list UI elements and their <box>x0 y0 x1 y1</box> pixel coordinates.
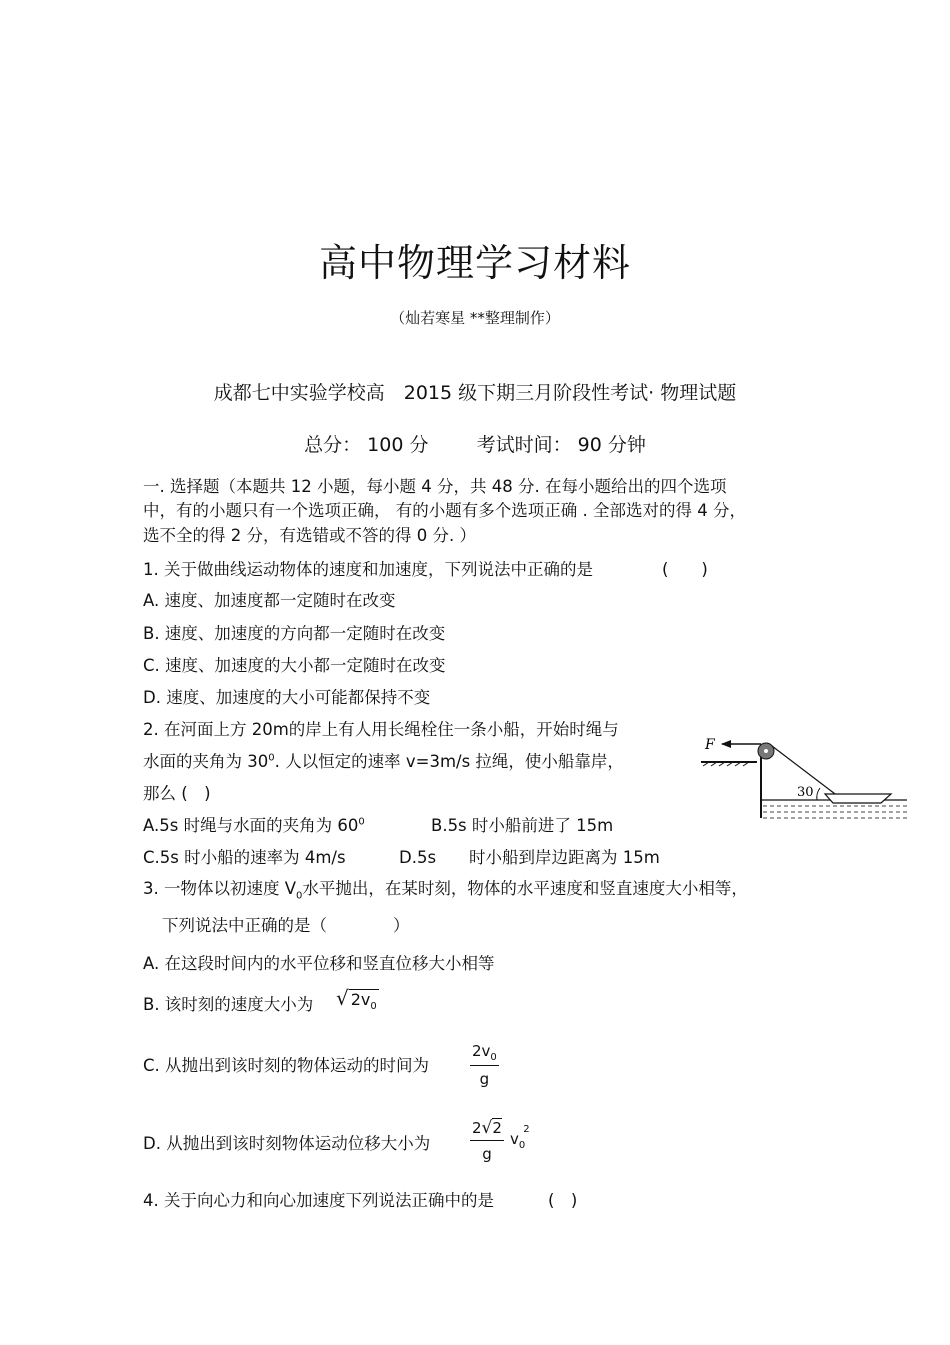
velocity-squared <box>510 1124 532 1151</box>
question-1-stem: 1. 关于做曲线运动物体的速度和加速度，下列说法中正确的是 <box>143 560 593 579</box>
fraction-denominator: g <box>479 1070 490 1088</box>
question-3-option-b: B. 该时刻的速度大小为 <box>143 995 314 1014</box>
question-4-answer-paren: ( ) <box>548 1191 578 1210</box>
radicand-text: 2v <box>350 990 371 1009</box>
displacement-fraction <box>470 1118 504 1163</box>
question-1-option-b: B. 速度、加速度的方向都一定随时在改变 <box>143 624 446 643</box>
question-3-stem-line-1 <box>143 875 748 901</box>
total-score: 总分： 100 分 <box>304 434 429 456</box>
exam-time: 考试时间： 90 分钟 <box>476 434 646 456</box>
fraction-numerator <box>470 1118 504 1141</box>
velocity-symbol: v <box>510 1130 519 1148</box>
sqrt-sign: √ <box>336 986 349 1010</box>
question-2-speed-text: . 人以恒定的速率 v=3m/s 拉绳，使小船靠岸， <box>274 752 624 771</box>
question-2-option-b: B.5s 时小船前进了 15m <box>431 816 614 835</box>
subscript: 0 <box>296 890 303 902</box>
angle-label: 30 <box>797 785 814 800</box>
subscript: 0 <box>490 1052 497 1063</box>
stem-text-rest: 水平抛出，在某时刻，物体的水平速度和竖直速度大小相等， <box>302 879 748 898</box>
question-2-stem-line-3: 那么 ( ) <box>143 784 211 803</box>
question-3-stem-line-2: 下列说法中正确的是（ ） <box>162 916 410 935</box>
force-label: F <box>705 737 715 753</box>
section-intro-line-1: 一. 选择题（本题共 12 小题，每小题 4 分，共 48 分. 在每小题给出的四个选项 <box>143 477 727 496</box>
question-2-stem-line-2 <box>143 748 624 772</box>
question-2-figure <box>695 730 915 825</box>
question-2-stem-line-1: 2. 在河面上方 20m的岸上有人用长绳栓住一条小船，开始时绳与 <box>143 720 619 739</box>
question-2-option-a <box>143 812 365 836</box>
question-1-option-c: C. 速度、加速度的大小都一定随时在改变 <box>143 656 446 675</box>
fraction-numerator <box>470 1042 499 1066</box>
force-arrow-head <box>721 740 731 748</box>
subscript: 0 <box>518 1140 526 1151</box>
water-lines <box>763 806 907 818</box>
document-subtitle: （灿若寒星 **整理制作） <box>390 309 560 327</box>
exam-title: 成都七中实验学校高 2015 级下期三月阶段性考试· 物理试题 <box>213 382 737 404</box>
time-fraction <box>470 1042 499 1088</box>
option-a-text: A.5s 时绳与水面的夹角为 60 <box>143 816 359 835</box>
question-1-option-d: D. 速度、加速度的大小可能都保持不变 <box>143 688 431 707</box>
section-intro-line-2: 中，有的小题只有一个选项正确， 有的小题有多个选项正确 . 全部选对的得 4 分， <box>143 501 746 520</box>
question-4-stem: 4. 关于向心力和向心加速度下列说法正确中的是 <box>143 1191 494 1210</box>
question-1-answer-paren: ( ) <box>662 560 708 579</box>
pulley-axle <box>764 749 768 753</box>
question-3-option-c: C. 从抛出到该时刻的物体运动的时间为 <box>143 1056 430 1075</box>
subscript: 0 <box>370 1001 377 1013</box>
question-3-option-a: A. 在这段时间内的水平位移和竖直位移大小相等 <box>143 954 495 973</box>
radicand <box>349 989 379 1013</box>
numerator-text: 2v <box>472 1042 491 1060</box>
question-2-option-d: D.5s 时小船到岸边距离为 15m <box>399 848 660 867</box>
fraction-denominator: g <box>482 1145 492 1163</box>
exam-meta <box>0 430 950 457</box>
superscript: 2 <box>523 1124 530 1135</box>
boat-icon <box>825 794 891 803</box>
degree-mark: 0 <box>268 752 275 764</box>
question-2-angle-text: 水面的夹角为 30 <box>143 752 269 771</box>
coefficient: 2 <box>472 1119 482 1137</box>
sqrt-sign: √ <box>481 1118 493 1138</box>
sqrt-expression <box>336 986 379 1012</box>
section-intro-line-3: 选不全的得 2 分，有选错或不答的得 0 分. ） <box>143 526 476 545</box>
radicand: 2 <box>492 1119 502 1137</box>
stem-text: 3. 一物体以初速度 V <box>143 879 297 898</box>
question-3-option-d: D. 从抛出到该时刻物体运动位移大小为 <box>143 1134 431 1153</box>
degree-mark: 0 <box>358 816 365 828</box>
angle-arc <box>817 788 820 800</box>
question-2-option-c: C.5s 时小船的速率为 4m/s <box>143 848 346 867</box>
document-title: 高中物理学习材料 <box>318 241 631 285</box>
question-1-option-a: A. 速度、加速度都一定随时在改变 <box>143 591 396 610</box>
